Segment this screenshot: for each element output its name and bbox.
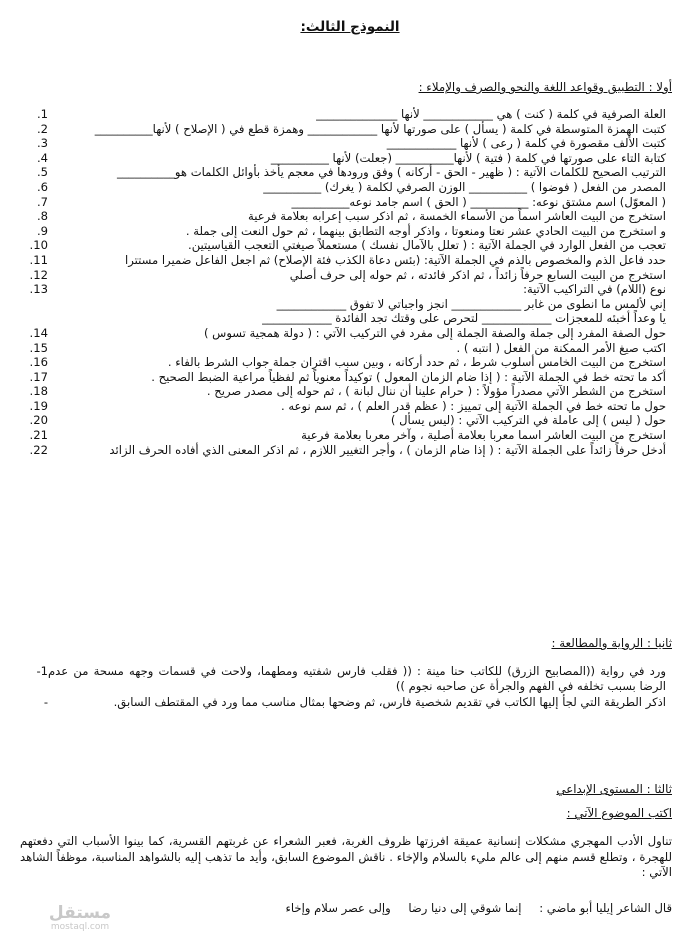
question-text: حول ( ليس ) إلى عاملة في التركيب الآتي : (ليس يسأل ) xyxy=(390,413,666,428)
question-number: .18 xyxy=(29,384,48,399)
question-text: كتابة التاء على صورتها في كلمة ( فتية ) لأنها__________ (جعلت) لأنها __________ xyxy=(270,150,666,165)
poem-intro: قال الشاعر إيليا أبو ماضي : xyxy=(539,901,672,915)
question-text: العلة الصرفية في كلمة ( كنت ) هي ____________ لأنها ______________ xyxy=(316,107,666,121)
question-text: الترتيب الصحيح للكلمات الآتية : ( ظهير - الحق - أركانه ) وفق ورودها في معجم يأخذ بأوائل الكلمات هو__________ xyxy=(116,165,666,180)
question-row xyxy=(12,224,672,239)
question-number: .1 xyxy=(36,107,48,121)
question-row xyxy=(12,165,672,180)
question-row xyxy=(12,253,672,268)
question-number: .17 xyxy=(29,369,48,384)
section2-heading: ثانيا : الرواية والمطالعة : xyxy=(551,636,672,650)
question-text: أدخل حرفاً زائداً على الجملة الآتية : ( إذا ضام الزمان ) ، وأجر التغيير اللازم ، ثم اذكر المعنى الذي أفاده الحرف الزائد xyxy=(109,442,666,457)
question-row xyxy=(12,107,672,122)
question-number: .15 xyxy=(29,340,48,355)
question-number: .10 xyxy=(29,238,48,253)
item-text: ورد في رواية ((المصابيح الزرق) للكاتب حنا مينة : (( فقلب فارس شفتيه ومطهما، ولاحت في قسمات وجهه مسحة من عدم الرضا بسبب تخلفه في الفهم والجرأة عن صاحبه نجوم )) xyxy=(48,664,666,693)
page-title: النموذج الثالث: xyxy=(300,19,400,35)
question-text: تعجب من الفعل الوارد في الجملة الآتية : ( تعلل بالآمال نفسك ) مستعملاً صيغتي التعجب القياسيتين. xyxy=(188,238,666,253)
question-text: استخرج من البيت الخامس أسلوب شرط ، ثم حدد أركانه ، وبين سبب اقتران جملة جواب الشرط بالفاء . xyxy=(167,355,666,370)
question-text: اكتب صيغ الأمر الممكنة من الفعل ( انتبه ) . xyxy=(456,340,666,355)
item-number: - xyxy=(43,695,48,710)
question-number: .5 xyxy=(36,165,48,180)
subitem-text: إني لألمس ما انطوى من غابر ____________ انجز واجباتي لا تفوق ____________ xyxy=(276,296,666,311)
list-item xyxy=(12,695,672,710)
question-subitem xyxy=(12,311,672,326)
question-number: .7 xyxy=(36,194,48,209)
list-item xyxy=(12,664,672,693)
question-row xyxy=(12,413,672,428)
question-row xyxy=(12,326,672,341)
question-text: و استخرج من البيت الحادي عشر نعتا ومنعوتا ، واذكر أوجه التطابق بينهما ، ثم حول النعت إلى جملة . xyxy=(185,223,666,238)
question-row xyxy=(12,238,672,253)
question-text: حول الصفة المفرد إلى جملة والصفة الجملة إلى مفرد في التركيب الآتي : ( دولة همجية تسوس ) xyxy=(203,325,666,340)
question-subitem xyxy=(12,297,672,312)
question-number: .21 xyxy=(29,428,48,443)
section2-item-list xyxy=(12,664,672,712)
question-number: .22 xyxy=(29,442,48,457)
question-row xyxy=(12,384,672,399)
question-number: .11 xyxy=(29,252,48,267)
question-row xyxy=(12,122,672,137)
question-row xyxy=(12,151,672,166)
question-text: كتبت الهمزة المتوسطة في كلمة ( يسأل ) على صورتها لأنها ____________ وهمزة قطع في ( الإصلاح ) لأنها__________ xyxy=(94,121,666,136)
section1-heading: أولا : التطبيق وقواعد اللغة والنحو والصرف والإملاء : xyxy=(418,80,672,94)
subitem-bullet xyxy=(12,297,52,312)
question-number: .4 xyxy=(36,150,48,165)
essay-prompt: تناول الأدب المهجري مشكلات إنسانية عميقة افرزتها ظروف الغربة، فعبر الشعراء عن غربتهم القسرية، كما بينوا الأسباب التي دفعتهم للهجرة ، وتطلع قسم منهم إلى عالم مليء بالسلام والإخاء . ناقش الموضوع السابق، وأيد ما تذهب إليه بالشواهد المناسبة، موظفاً الشاهد الآتي : xyxy=(20,834,672,879)
question-text: حول ما تحته خط في الجملة الآتية إلى تمييز : ( عظم قدر العلم ) ، ثم سم نوعه . xyxy=(280,398,666,413)
question-row xyxy=(12,428,672,443)
question-number: .20 xyxy=(29,413,48,428)
watermark-logo xyxy=(20,904,140,938)
question-row xyxy=(12,341,672,356)
question-number: .9 xyxy=(36,223,48,238)
question-row xyxy=(12,268,672,283)
poem-hemistich-2: وإلى عصر سلام وإخاء xyxy=(285,901,391,915)
question-row xyxy=(12,370,672,385)
subitem-text: يا وعداً أخبئه للمعجزات ____________ لتحرص على وقتك تجد الفائدة ____________ xyxy=(262,311,666,326)
question-row xyxy=(12,355,672,370)
question-row xyxy=(12,180,672,195)
question-number: .8 xyxy=(36,209,48,224)
question-text: ( المعوّل) اسم مشتق نوعه: __________ ( الحق ) اسم جامد نوعه__________ xyxy=(291,194,666,209)
question-number: .13 xyxy=(29,282,48,297)
question-text: المصدر من الفعل ( فوضوا ) __________ الوزن الصرفي لكلمة ( يغرك) __________ xyxy=(263,179,666,194)
question-text: كتبت الألف مقصورة في كلمة ( رعى ) لأنها ____________ xyxy=(386,136,666,151)
question-text: استخرج من البيت السابع حرفاً زائداً ، ثم اذكر فائدته ، ثم حوله إلى حرف أصلي xyxy=(289,267,666,282)
question-number: .14 xyxy=(29,325,48,340)
question-text: استخرج من الشطر الآتي مصدراً مؤولاً : ( حرام علينا أن ننال لبانة ) ، ثم حوله إلى مصدر صريح . xyxy=(206,384,666,399)
question-row xyxy=(12,443,672,458)
item-text: اذكر الطريقة التي لجأ إليها الكاتب في تقديم شخصية فارس، ثم وضحها بمثال مناسب مما ورد في المقتطف السابق. xyxy=(113,695,666,710)
question-text: استخرج من البيت العاشر اسما معربا بعلامة أصلية ، وآخر معربا بعلامة فرعية xyxy=(301,428,666,443)
question-number: .19 xyxy=(29,398,48,413)
poem-hemistich-1: إنما شوقي إلى دنيا رضا xyxy=(408,901,522,915)
question-row xyxy=(12,209,672,224)
question-number: .2 xyxy=(36,121,48,136)
question-row xyxy=(12,282,672,297)
section1-question-list xyxy=(12,107,672,457)
question-text: نوع (اللام) في التراكيب الآتية: xyxy=(523,282,666,297)
question-number: .16 xyxy=(29,355,48,370)
question-text: أكد ما تحته خط في الجملة الآتية : ( إذا ضام الزمان المعول ) توكيداً معنوياً ثم لفظياً مراعية الضبط الصحيح . xyxy=(151,369,666,384)
question-text: استخرج من البيت العاشر اسماً من الأسماء الخمسة ، ثم اذكر سبب إعرابه بعلامة فرعية xyxy=(247,209,666,224)
question-row xyxy=(12,195,672,210)
item-number: -1 xyxy=(36,664,48,678)
watermark-url: mostaql.com xyxy=(50,922,110,932)
watermark-brand: مستقل xyxy=(48,903,112,923)
subitem-bullet xyxy=(12,311,52,326)
question-number: .3 xyxy=(36,136,48,151)
question-number: .6 xyxy=(36,179,48,194)
question-number: .12 xyxy=(29,267,48,282)
question-text: حدد فاعل الذم والمخصوص بالذم في الجملة الآتية: (بئس دعاة الكذب فئة الإصلاح) ثم اجعل الفاعل ضميرا مستترا xyxy=(124,252,666,267)
question-row xyxy=(12,136,672,151)
question-row xyxy=(12,399,672,414)
section3-heading: ثالثا : المستوى الإبداعي xyxy=(556,782,672,796)
section3-subheading: اكتب الموضوع الآتي : xyxy=(566,806,672,820)
